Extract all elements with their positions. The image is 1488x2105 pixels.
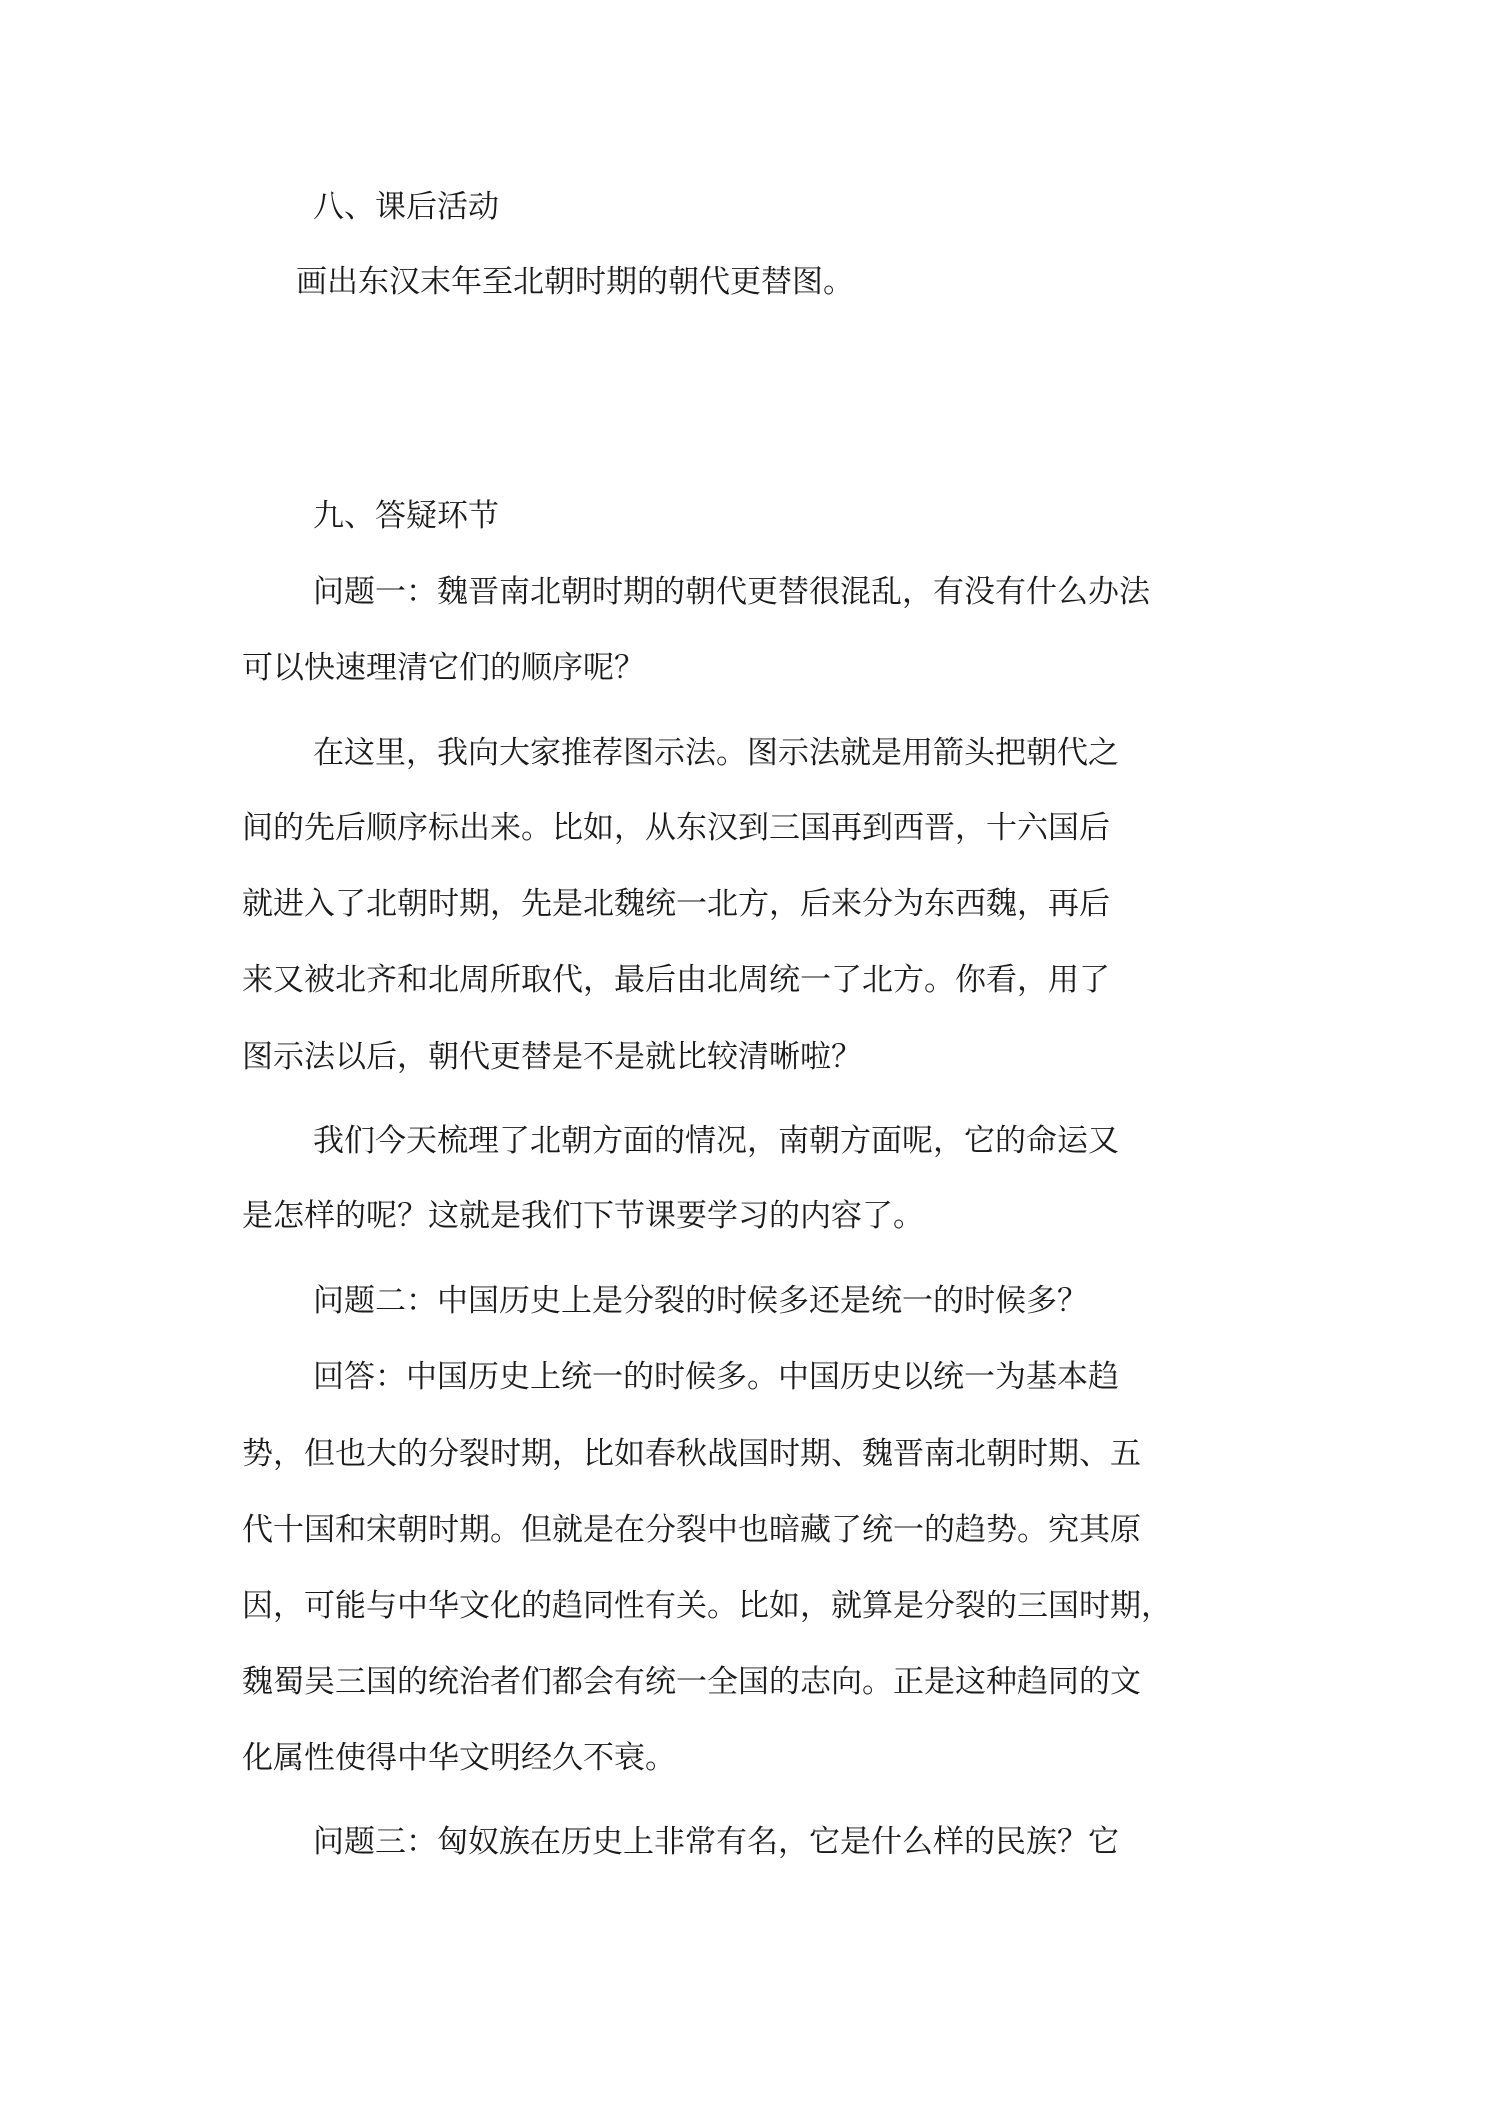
- answer-1-para-1-line-3: 就进入了北朝时期，先是北魏统一北方，后来分为东西魏，再后: [242, 886, 1110, 922]
- answer-1-para-1-line-2: 间的先后顺序标出来。比如，从东汉到三国再到西晋，十六国后: [242, 810, 1110, 846]
- section-8-heading: 八、课后活动: [313, 189, 499, 225]
- answer-1-para-1-line-5: 图示法以后，朝代更替是不是就比较清晰啦？: [242, 1039, 862, 1075]
- answer-1-para-2-line-2: 是怎样的呢？这就是我们下节课要学习的内容了。: [242, 1198, 924, 1234]
- answer-2-line-2: 势，但也大的分裂时期，比如春秋战国时期、魏晋南北朝时期、五: [242, 1436, 1141, 1472]
- section-9-heading: 九、答疑环节: [313, 498, 499, 534]
- answer-2-line-4: 因，可能与中华文化的趋同性有关。比如，就算是分裂的三国时期，: [242, 1588, 1172, 1624]
- section-8-text: 画出东汉末年至北朝时期的朝代更替图。: [296, 264, 854, 300]
- answer-1-para-1-line-1: 在这里，我向大家推荐图示法。图示法就是用箭头把朝代之: [313, 735, 1119, 771]
- answer-2-line-5: 魏蜀吴三国的统治者们都会有统一全国的志向。正是这种趋同的文: [242, 1664, 1141, 1700]
- question-1-line-1: 问题一：魏晋南北朝时期的朝代更替很混乱，有没有什么办法: [313, 574, 1150, 610]
- answer-2-line-6: 化属性使得中华文明经久不衰。: [242, 1740, 676, 1776]
- question-3-line-1: 问题三：匈奴族在历史上非常有名，它是什么样的民族？它: [313, 1824, 1119, 1860]
- answer-1-para-2-line-1: 我们今天梳理了北朝方面的情况，南朝方面呢，它的命运又: [313, 1123, 1119, 1159]
- question-1-line-2: 可以快速理清它们的顺序呢？: [242, 650, 645, 686]
- answer-2-line-3: 代十国和宋朝时期。但就是在分裂中也暗藏了统一的趋势。究其原: [242, 1512, 1141, 1548]
- answer-1-para-1-line-4: 来又被北齐和北周所取代，最后由北周统一了北方。你看，用了: [242, 962, 1110, 998]
- question-2-line-1: 问题二：中国历史上是分裂的时候多还是统一的时候多？: [313, 1283, 1088, 1319]
- answer-2-line-1: 回答：中国历史上统一的时候多。中国历史以统一为基本趋: [313, 1359, 1119, 1395]
